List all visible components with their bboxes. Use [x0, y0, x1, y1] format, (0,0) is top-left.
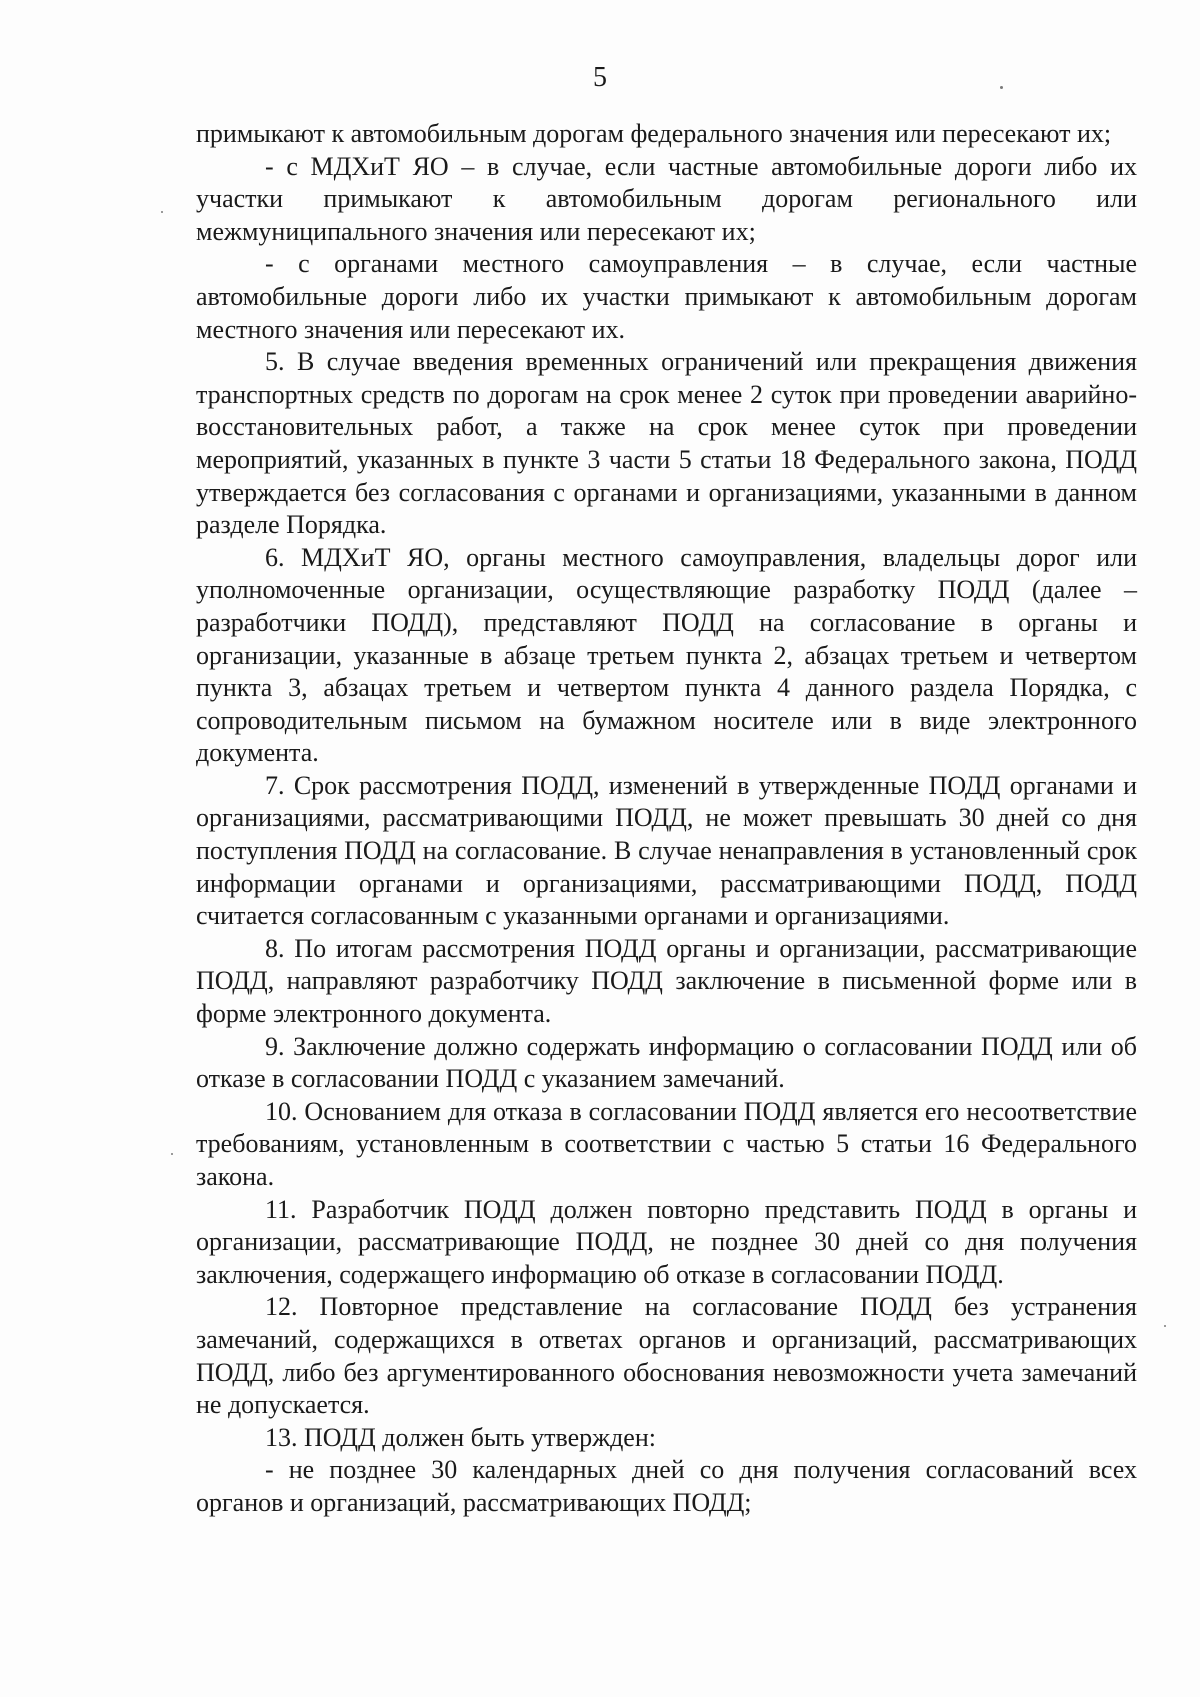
paragraph: примыкают к автомобильным дорогам федерального значения или пересекают их;	[196, 119, 1112, 148]
paragraph: - с МДХиТ ЯО – в случае, если частные автомобильные дороги либо их участки примыкают к автомобильным дорогам регионального или межмуниципального значения или пересекают их;	[196, 151, 1137, 246]
paragraph: 5. В случае введения временных ограничений или прекращения движения транспортных средств по дорогам на срок менее 2 суток при проведении аварийно-восстановительных работ, а также на срок менее суток при проведении мероприятий, указанных в пункте 3 части 5 статьи 18 Федерального закона, ПОДД утверждается без согласования с органами и организациями, указанными в данном разделе Порядка.	[196, 347, 1137, 540]
paragraph: 12. Повторное представление на согласование ПОДД без устранения замечаний, содержащихся в ответах органов и организаций, рассматривающих ПОДД, либо без аргументированного обоснования невозможности учета замечаний не допускается.	[196, 1292, 1137, 1420]
paragraph: 8. По итогам рассмотрения ПОДД органы и организации, рассматривающие ПОДД, направляют разработчику ПОДД заключение в письменной форме или в форме электронного документа.	[196, 933, 1137, 1029]
paragraph: 7. Срок рассмотрения ПОДД, изменений в утвержденные ПОДД органами и организациями, рассматривающими ПОДД, не может превышать 30 дней со дня поступления ПОДД на согласование. В случае ненаправления в установленный срок информации органами и организациями, рассматривающими ПОДД, ПОДД считается согласованным с указанными органами и организациями.	[196, 770, 1137, 931]
paragraph: 11. Разработчик ПОДД должен повторно представить ПОДД в органы и организации, рассматривающие ПОДД, не позднее 30 дней со дня получения заключения, содержащего информацию об отказе в согласовании ПОДД.	[196, 1194, 1137, 1289]
paragraph: 9. Заключение должно содержать информацию о согласовании ПОДД или об отказе в согласовании ПОДД с указанием замечаний.	[196, 1031, 1137, 1094]
scan-speck	[171, 1153, 173, 1155]
paragraph: 6. МДХиТ ЯО, органы местного самоуправления, владельцы дорог или уполномоченные организации, осуществляющие разработку ПОДД (далее – разработчики ПОДД), представляют ПОДД на согласование в органы и организации, указанные в абзаце третьем пункта 2, абзацах третьем и четвертом пункта 3, абзацах третьем и четвертом пункта 4 данного раздела Порядка, с сопроводительным письмом на бумажном носителе или в виде электронного документа.	[196, 542, 1137, 768]
paragraph: 10. Основанием для отказа в согласовании ПОДД является его несоответствие требованиям, установленным в соответствии с частью 5 статьи 16 Федерального закона.	[196, 1096, 1137, 1191]
paragraph: - не позднее 30 календарных дней со дня получения согласований всех органов и организаций, рассматривающих ПОДД;	[196, 1455, 1137, 1517]
document-body	[196, 118, 1137, 1520]
scan-speck	[1164, 1325, 1166, 1327]
scan-speck	[161, 211, 163, 213]
paragraph: - с органами местного самоуправления – в случае, если частные автомобильные дороги либо их участки примыкают к автомобильным дорогам местного значения или пересекают их.	[196, 249, 1137, 344]
page-number: 5	[593, 62, 607, 93]
scan-speck	[1000, 86, 1003, 89]
paragraph: 13. ПОДД должен быть утвержден:	[265, 1422, 656, 1452]
